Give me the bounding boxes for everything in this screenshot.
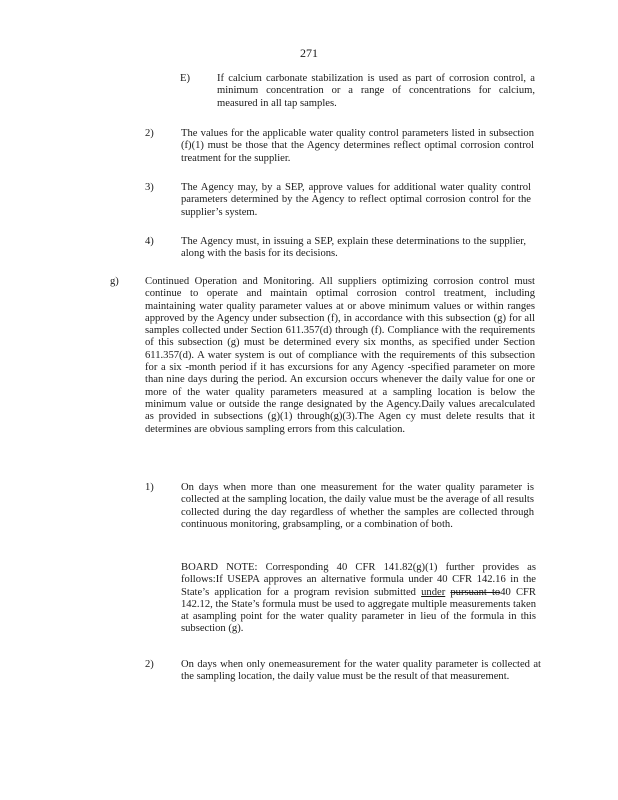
item-e-label: E): [180, 73, 190, 84]
item-3-text: The Agency may, by a SEP, approve values for additional water quality control parameters determined by the Agency to reflect optimal corrosion control for the supplier’s system.: [181, 182, 531, 218]
item-4-label: 4): [145, 236, 154, 247]
board-note-text-cont: 40 CFR 142.12, the State’s formula must be used to aggregate multiple measurements taken at asampling point for the water quality parameter in lieu of the formula in this subsection (g).: [181, 586, 536, 635]
item-g1-label: 1): [145, 482, 154, 493]
item-2-text: The values for the applicable water quality control parameters listed in subsection (f)(1) must be those that the Agency determines reflect optimal corrosion control treatment for the supplier.: [181, 128, 534, 164]
item-4-text: The Agency must, in issuing a SEP, explain these determinations to the supplier, along with the basis for its decisions.: [181, 236, 526, 260]
board-note: [181, 562, 536, 636]
subsection-g-text: Continued Operation and Monitoring. All suppliers optimizing corrosion control must continue to operate and maintain optimal corrosion control treatment, including maintaining water quality parameter values at or above minimum values or within ranges approved by the Agency under subsection (f), in accordance with this subsection (g) for all samples collected under Section 611.357(d) through (f). Compliance with the requirements of this subsection (g) must be determined every six months, as specified under Section 611.357(d). A water system is out of compliance with the requirements of this subsection for a six -month period if it has excursions for any Agency -specified parameter on more than nine days during the period. An excursion occurs whenever the daily value for one or more of the water quality parameters measured at a sampling location is below the minimum value or outside the range designated by the Agency.Daily values arecalculated as provided in subsections (g)(1) through(g)(3).The Agen cy must delete results that it determines are obvious sampling errors from this calculation.: [145, 276, 535, 435]
item-e-text: If calcium carbonate stabilization is used as part of corrosion control, a minimum concentration or a range of concentrations for calcium, measured in all tap samples.: [217, 73, 535, 109]
page-number: 271: [300, 46, 318, 60]
board-note-text: BOARD NOTE: Corresponding 40 CFR 141.82(g)(1) further provides as follows:If USEPA approves an alternative formula under 40 CFR 142.16 in the State’s application for a program revision submitted: [181, 562, 536, 598]
item-g2-label: 2): [145, 659, 154, 670]
item-g1-text: On days when more than one measurement for the water quality parameter is collected at the sampling location, the daily value must be the average of all results collected during the day regardless of whether the samples are collected through continuous monitoring, grabsampling, or a combination of both.: [181, 482, 534, 530]
inserted-text: under: [421, 586, 446, 598]
item-g2-text: On days when only onemeasurement for the water quality parameter is collected at the sampling location, the daily value must be the result of that measurement.: [181, 659, 541, 683]
deleted-text: pursuant to: [450, 586, 501, 598]
item-3-label: 3): [145, 182, 154, 193]
item-2-label: 2): [145, 128, 154, 139]
subsection-g-label: g): [110, 276, 119, 287]
